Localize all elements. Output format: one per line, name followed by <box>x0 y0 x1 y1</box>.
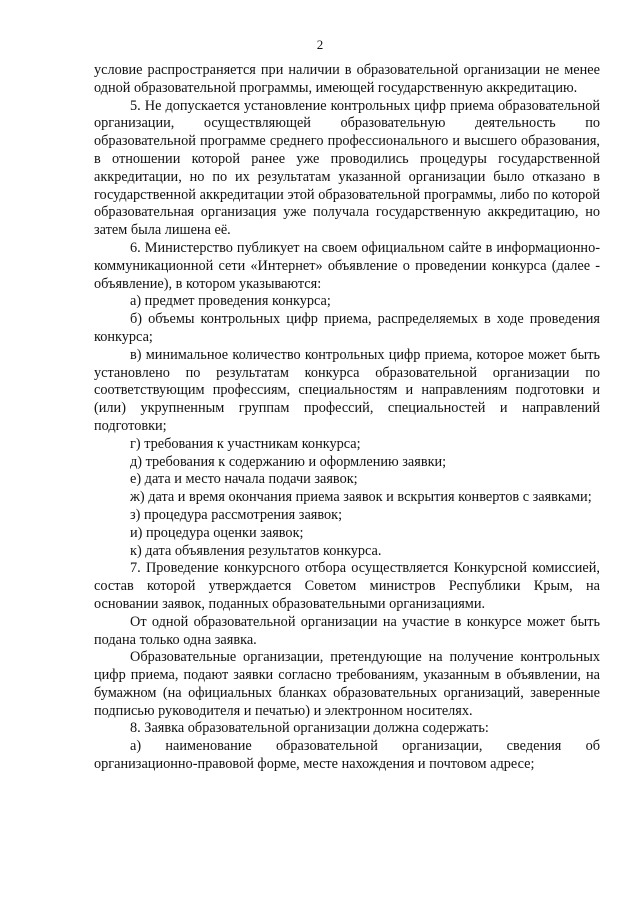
paragraph: условие распространяется при наличии в образовательной организации не менее одной образовательной программы, имеющей государственную аккредитацию. <box>94 62 600 96</box>
paragraph: к) дата объявления результатов конкурса. <box>130 542 382 559</box>
paragraph: От одной образовательной организации на участие в конкурсе может быть подана только одна заявка. <box>94 613 600 648</box>
paragraph: 8. Заявка образовательной организации должна содержать: <box>130 720 489 737</box>
paragraph: 6. Министерство публикует на своем официальном сайте в информационно-коммуникационной сети «Интернет» объявление о проведении конкурса (далее - объявление), в котором указываются: <box>94 239 600 292</box>
paragraph: д) требования к содержанию и оформлению заявки; <box>130 453 447 470</box>
paragraph: а) предмет проведения конкурса; <box>130 293 331 310</box>
paragraph: г) требования к участникам конкурса; <box>130 435 361 452</box>
paragraph: 5. Не допускается установление контрольных цифр приема образовательной организации, осуществляющей образовательную деятельность по образовательной программе среднего профессионального и высшего образования, в отношении которой ранее уже проводились процедуры государственной аккредитации, но по их результатам указанной организации было отказано в государственной аккредитации этой образовательной программы, либо по которой образовательная организация уже получала государственную аккредитацию, но затем была лишена её. <box>94 97 600 239</box>
document-body <box>94 62 600 774</box>
paragraph: Образовательные организации, претендующие на получение контрольных цифр приема, подают заявки согласно требованиям, указанным в объявлении, на бумажном (на официальных бланках образовательных организаций, заверенные подписью руководителя и печатью) и электронном носителях. <box>94 649 600 719</box>
paragraph: а) наименование образовательной организации, сведения об организационно-правовой форме, месте нахождения и почтовом адресе; <box>94 738 600 773</box>
paragraph: б) объемы контрольных цифр приема, распределяемых в ходе проведения конкурса; <box>94 311 600 345</box>
paragraph: 7. Проведение конкурсного отбора осуществляется Конкурсной комиссией, состав которой утверждается Советом министров Республики Крым, на основании заявок, поданных образовательными организациями. <box>94 560 600 612</box>
paragraph: в) минимальное количество контрольных цифр приема, которое может быть установлено по результатам конкурса образовательной организации по соответствующим профессиям, специальностям и направлениям подготовки и (или) укрупненным группам профессий, специальностей и направлений подготовки; <box>94 346 600 434</box>
paragraph: ж) дата и время окончания приема заявок и вскрытия конвертов с заявками; <box>130 489 592 506</box>
paragraph: и) процедура оценки заявок; <box>130 524 304 541</box>
paragraph: е) дата и место начала подачи заявок; <box>130 471 358 488</box>
paragraph: з) процедура рассмотрения заявок; <box>130 506 343 523</box>
page-number: 2 <box>316 37 324 52</box>
